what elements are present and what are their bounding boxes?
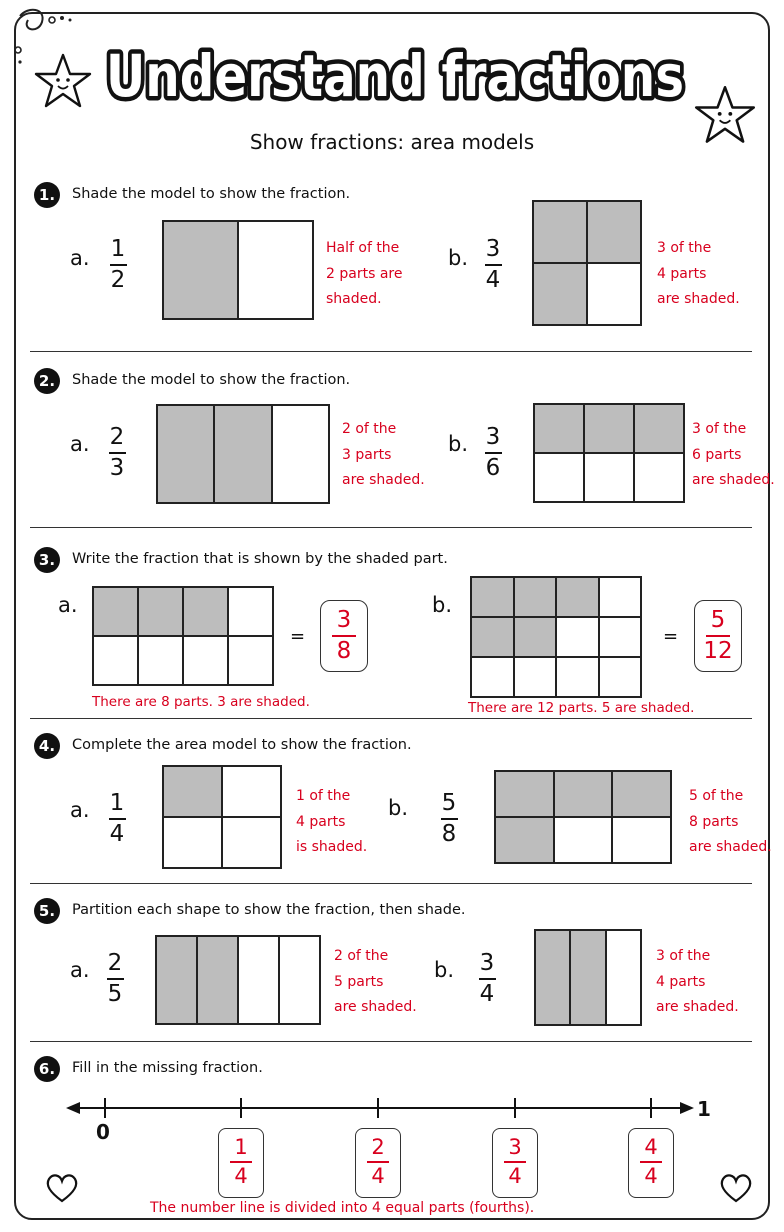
area-model[interactable] <box>532 200 642 326</box>
area-model <box>92 586 274 686</box>
shaded-cell[interactable] <box>534 404 584 453</box>
section-divider <box>30 1041 752 1042</box>
denominator: 2 <box>110 267 126 293</box>
area-model[interactable] <box>155 935 321 1025</box>
q4b-fraction <box>436 790 462 848</box>
number-line-tick <box>650 1098 652 1118</box>
unshaded-cell[interactable] <box>514 657 557 697</box>
shaded-cell[interactable] <box>471 617 514 657</box>
answer-box[interactable] <box>218 1128 264 1198</box>
shaded-cell[interactable] <box>157 405 214 503</box>
numerator: 4 <box>644 1135 658 1159</box>
area-model[interactable] <box>156 404 330 504</box>
explanation-note: There are 8 parts. 3 are shaded. <box>92 694 310 710</box>
shaded-cell[interactable] <box>183 587 228 636</box>
q5a-label: a. <box>70 958 90 982</box>
q3b-label: b. <box>432 593 453 617</box>
unshaded-cell[interactable] <box>534 453 584 502</box>
q4a-fraction <box>104 790 130 848</box>
page-subtitle: Show fractions: area models <box>249 130 535 154</box>
unshaded-cell[interactable] <box>587 263 641 325</box>
number-line-tick <box>514 1098 516 1118</box>
question-6-text: Fill in the missing fraction. <box>72 1060 263 1076</box>
explanation-note: 2 of the 3 parts are shaded. <box>342 421 425 488</box>
denominator: 4 <box>644 1164 658 1188</box>
numerator: 3 <box>485 424 501 450</box>
question-1-text: Shade the model to show the fraction. <box>72 186 351 202</box>
q1b-fraction <box>480 236 506 294</box>
q5b-label: b. <box>434 958 455 982</box>
denominator: 4 <box>485 267 501 293</box>
explanation-note: 1 of the 4 parts is shaded. <box>296 788 368 855</box>
question-2-text: Shade the model to show the fraction. <box>72 372 351 388</box>
unshaded-cell[interactable] <box>93 636 138 685</box>
unshaded-cell[interactable] <box>554 817 613 863</box>
denominator: 4 <box>109 821 125 847</box>
q2b-label: b. <box>448 432 469 456</box>
shaded-cell[interactable] <box>495 817 554 863</box>
section-divider <box>30 883 752 884</box>
number-line-start: 0 <box>96 1120 110 1144</box>
q1b-label: b. <box>448 246 469 270</box>
q4a-label: a. <box>70 798 90 822</box>
denominator: 6 <box>485 455 501 481</box>
unshaded-cell[interactable] <box>272 405 329 503</box>
shaded-cell[interactable] <box>197 936 238 1024</box>
numerator: 3 <box>508 1135 522 1159</box>
unshaded-cell[interactable] <box>584 453 634 502</box>
area-model[interactable] <box>533 403 685 503</box>
numerator: 2 <box>107 950 123 976</box>
number-line-end: 1 <box>697 1097 711 1121</box>
page-title <box>100 34 690 114</box>
shaded-cell[interactable] <box>587 201 641 263</box>
shaded-cell[interactable] <box>138 587 183 636</box>
shaded-cell[interactable] <box>612 771 671 817</box>
section-divider <box>30 527 752 528</box>
q3a-label: a. <box>58 593 78 617</box>
unshaded-cell[interactable] <box>599 657 642 697</box>
unshaded-cell[interactable] <box>222 766 281 817</box>
unshaded-cell[interactable] <box>138 636 183 685</box>
shaded-cell[interactable] <box>163 221 238 319</box>
equals-sign: = <box>290 626 306 647</box>
question-4-text: Complete the area model to show the fraction. <box>72 737 412 753</box>
shaded-cell[interactable] <box>495 771 554 817</box>
denominator: 4 <box>508 1164 522 1188</box>
numerator: 3 <box>336 607 352 633</box>
section-divider <box>30 718 752 719</box>
unshaded-cell[interactable] <box>599 617 642 657</box>
number-line <box>66 1096 696 1120</box>
numerator: 2 <box>109 424 125 450</box>
question-number-4: 4. <box>34 733 60 759</box>
answer-box[interactable] <box>694 600 742 672</box>
unshaded-cell[interactable] <box>183 636 228 685</box>
numerator: 1 <box>110 236 126 262</box>
area-model <box>470 576 642 698</box>
shaded-cell[interactable] <box>570 930 605 1025</box>
question-number-5: 5. <box>34 898 60 924</box>
number-line-tick <box>104 1098 106 1118</box>
section-divider <box>30 351 752 352</box>
number-line-tick <box>240 1098 242 1118</box>
shaded-cell[interactable] <box>584 404 634 453</box>
shaded-cell[interactable] <box>554 771 613 817</box>
unshaded-cell[interactable] <box>556 617 599 657</box>
shaded-cell[interactable] <box>514 617 557 657</box>
shaded-cell[interactable] <box>533 263 587 325</box>
question-number-6: 6. <box>34 1056 60 1082</box>
numerator: 3 <box>485 236 501 262</box>
unshaded-cell[interactable] <box>238 936 279 1024</box>
denominator: 12 <box>703 638 733 664</box>
unshaded-cell[interactable] <box>163 817 222 868</box>
unshaded-cell[interactable] <box>556 657 599 697</box>
equals-sign: = <box>663 626 679 647</box>
shaded-cell[interactable] <box>93 587 138 636</box>
denominator: 4 <box>234 1164 248 1188</box>
q1a-label: a. <box>70 246 90 270</box>
q5a-fraction <box>102 950 128 1008</box>
smiling-star-icon <box>32 52 94 112</box>
number-line-note: The number line is divided into 4 equal parts (fourths). <box>150 1200 535 1216</box>
explanation-note: There are 12 parts. 5 are shaded. <box>468 700 695 716</box>
explanation-note: 2 of the 5 parts are shaded. <box>334 948 417 1015</box>
heart-icon <box>718 1172 754 1204</box>
explanation-note: 3 of the 6 parts are shaded. <box>692 421 775 488</box>
number-line-tick <box>377 1098 379 1118</box>
area-model[interactable] <box>534 929 642 1026</box>
unshaded-cell[interactable] <box>222 817 281 868</box>
q2a-fraction <box>104 424 130 482</box>
unshaded-cell[interactable] <box>238 221 313 319</box>
shaded-cell[interactable] <box>634 404 684 453</box>
numerator: 5 <box>710 607 726 633</box>
explanation-note: 3 of the 4 parts are shaded. <box>657 240 740 307</box>
numerator: 1 <box>109 790 125 816</box>
numerator: 5 <box>441 790 457 816</box>
shaded-cell[interactable] <box>514 577 557 617</box>
shaded-cell[interactable] <box>556 577 599 617</box>
unshaded-cell[interactable] <box>599 577 642 617</box>
denominator: 8 <box>441 821 457 847</box>
numerator: 1 <box>234 1135 248 1159</box>
question-3-text: Write the fraction that is shown by the shaded part. <box>72 551 448 567</box>
area-model[interactable] <box>494 770 672 864</box>
area-model[interactable] <box>162 220 314 320</box>
q1a-fraction <box>105 236 131 294</box>
numerator: 2 <box>371 1135 385 1159</box>
q2a-label: a. <box>70 432 90 456</box>
denominator: 4 <box>479 981 495 1007</box>
answer-box[interactable] <box>492 1128 538 1198</box>
denominator: 8 <box>336 638 352 664</box>
unshaded-cell[interactable] <box>634 453 684 502</box>
unshaded-cell[interactable] <box>606 930 641 1025</box>
shaded-cell[interactable] <box>156 936 197 1024</box>
question-5-text: Partition each shape to show the fraction, then shade. <box>72 902 466 918</box>
denominator: 5 <box>107 981 123 1007</box>
shaded-cell[interactable] <box>533 201 587 263</box>
explanation-note: 5 of the 8 parts are shaded. <box>689 788 772 855</box>
q4b-label: b. <box>388 796 409 820</box>
unshaded-cell[interactable] <box>228 636 273 685</box>
shaded-cell[interactable] <box>535 930 570 1025</box>
answer-box[interactable] <box>320 600 368 672</box>
explanation-note: 3 of the 4 parts are shaded. <box>656 948 739 1015</box>
numerator: 3 <box>479 950 495 976</box>
q2b-fraction <box>480 424 506 482</box>
question-number-2: 2. <box>34 368 60 394</box>
question-number-1: 1. <box>34 182 60 208</box>
explanation-note: Half of the 2 parts are shaded. <box>326 240 403 307</box>
question-number-3: 3. <box>34 547 60 573</box>
unshaded-cell[interactable] <box>471 657 514 697</box>
answer-box[interactable] <box>355 1128 401 1198</box>
unshaded-cell[interactable] <box>612 817 671 863</box>
q5b-fraction <box>474 950 500 1008</box>
unshaded-cell[interactable] <box>228 587 273 636</box>
unshaded-cell[interactable] <box>279 936 320 1024</box>
shaded-cell[interactable] <box>163 766 222 817</box>
answer-box[interactable] <box>628 1128 674 1198</box>
denominator: 4 <box>371 1164 385 1188</box>
svg-text:Understand fractions: Understand fractions <box>106 42 684 110</box>
denominator: 3 <box>109 455 125 481</box>
heart-icon <box>44 1172 80 1204</box>
shaded-cell[interactable] <box>471 577 514 617</box>
area-model[interactable] <box>162 765 282 869</box>
shaded-cell[interactable] <box>214 405 271 503</box>
